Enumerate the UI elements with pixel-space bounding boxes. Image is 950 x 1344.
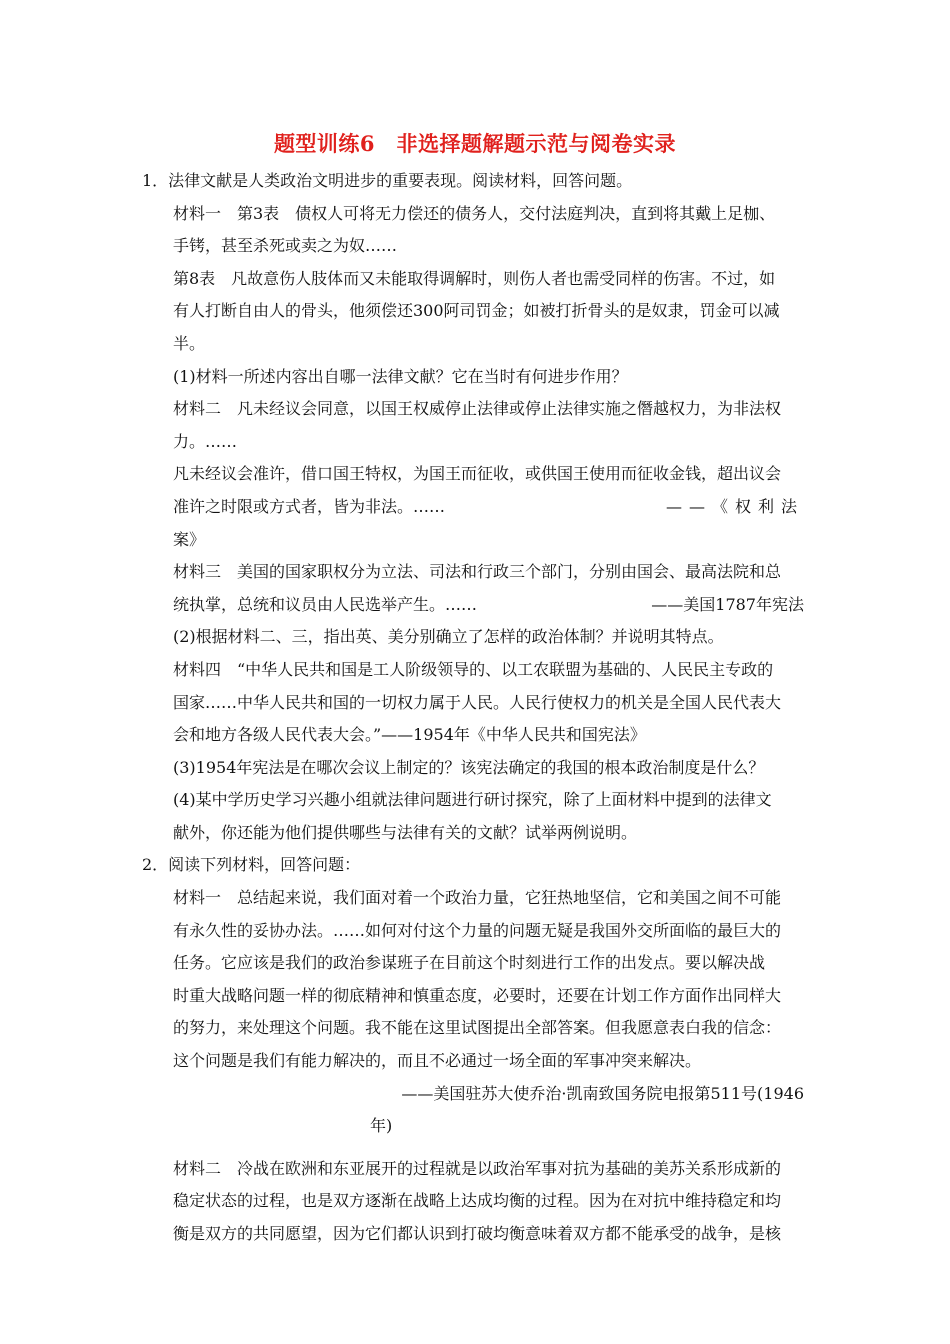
material-line-with-source	[142, 589, 810, 622]
material-line: 的努力，来处理这个问题。我不能在这里试图提出全部答案。但我愿意表白我的信念：	[173, 1018, 782, 1038]
source-citation: ——《权利法	[665, 496, 804, 516]
sub-question-4: (4)某中学历史学习兴趣小组就法律问题进行研讨探究，除了上面材料中提到的法律文	[173, 790, 772, 810]
material-line: 手铐，甚至杀死或卖之为奴……	[173, 236, 398, 256]
sub-question-3: (3)1954年宪法是在哪次会议上制定的？该宪法确定的我国的根本政治制度是什么？	[173, 757, 765, 777]
material-line: 稳定状态的过程，也是双方逐渐在战略上达成均衡的过程。因为在对抗中维持稳定和均	[173, 1191, 782, 1211]
source-citation: ——美国驻苏大使乔治·凯南致国务院电报第511号(1946	[401, 1083, 804, 1103]
material-line: 这个问题是我们有能力解决的，而且不必通过一场全面的军事冲突来解决。	[173, 1051, 702, 1071]
material-line: 半。	[173, 333, 206, 353]
sub-question-1: (1)材料一所述内容出自哪一法律文献？它在当时有何进步作用？	[173, 366, 628, 386]
source-citation: ——美国1787年宪法	[651, 594, 804, 614]
material-line: 第8表 凡故意伤人肢体而又未能取得调解时，则伤人者也需受同样的伤害。不过，如	[173, 268, 776, 288]
material-line-with-source	[142, 491, 810, 524]
material-line: 任务。它应该是我们的政治参谋班子在目前这个时刻进行工作的出发点。要以解决战	[173, 953, 766, 973]
material-line: 国家……中华人民共和国的一切权力属于人民。人民行使权力的机关是全国人民代表大	[173, 692, 782, 712]
material-line: 材料三 美国的国家职权分为立法、司法和行政三个部门，分别由国会、最高法院和总	[173, 562, 782, 582]
question-2-stem: 2．阅读下列材料，回答问题：	[142, 855, 361, 875]
document-body	[142, 165, 810, 1251]
question-1-stem: 1．法律文献是人类政治文明进步的重要表现。阅读材料，回答问题。	[142, 171, 633, 190]
sub-question-4-continued: 献外，你还能为他们提供哪些与法律有关的文献？试举两例说明。	[173, 822, 638, 842]
material-line: 衡是双方的共同愿望，因为它们都认识到打破均衡意味着双方都不能承受的战争，是核	[173, 1224, 782, 1243]
spacer	[142, 1143, 810, 1153]
material-line: 有人打断自由人的骨头，他须偿还300阿司罚金；如被打折骨头的是奴隶，罚金可以减	[173, 301, 780, 321]
material-line: 材料四 “中华人民共和国是工人阶级领导的、以工农联盟为基础的、人民民主专政的	[173, 659, 774, 679]
source-citation-continued: 年)	[370, 1116, 393, 1136]
material-text: 准许之时限或方式者，皆为非法。……	[173, 496, 446, 516]
sub-question-2: (2)根据材料二、三，指出英、美分别确立了怎样的政治体制？并说明其特点。	[173, 627, 724, 647]
source-citation-continued: 案》	[173, 529, 206, 549]
material-line: 材料二 冷战在欧洲和东亚展开的过程就是以政治军事对抗为基础的美苏关系形成新的	[173, 1158, 782, 1178]
material-text: 统执掌，总统和议员由人民选举产生。……	[173, 594, 478, 614]
document-title: 题型训练6 非选择题解题示范与阅卷实录	[273, 131, 677, 156]
material-line: 材料一 第3表 债权人可将无力偿还的债务人，交付法庭判决，直到将其戴上足枷、	[173, 203, 776, 223]
material-line: 材料二 凡未经议会同意，以国王权威停止法律或停止法律实施之僭越权力，为非法权	[173, 399, 782, 419]
material-line: 有永久性的妥协办法。……如何对付这个力量的问题无疑是我国外交所面临的最巨大的	[173, 920, 782, 940]
material-line: 时重大战略问题一样的彻底精神和慎重态度，必要时，还要在计划工作方面作出同样大	[173, 985, 782, 1005]
material-line: 材料一 总结起来说，我们面对着一个政治力量，它狂热地坚信，它和美国之间不可能	[173, 888, 782, 908]
material-line: 会和地方各级人民代表大会。”——1954年《中华人民共和国宪法》	[173, 725, 646, 745]
material-line: 凡未经议会准许，借口国王特权，为国王而征收，或供国王使用而征收金钱，超出议会	[173, 464, 782, 484]
material-line: 力。……	[173, 431, 238, 451]
